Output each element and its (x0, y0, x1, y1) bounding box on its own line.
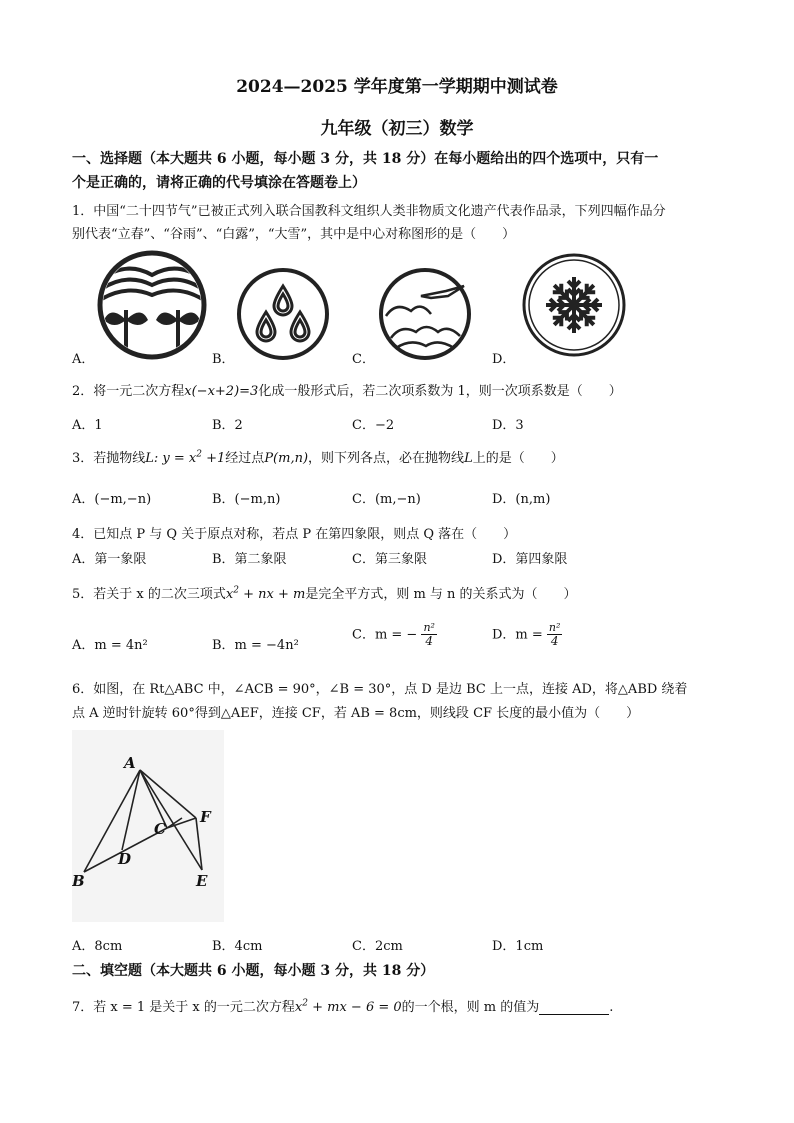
solar-term-daxue-image (518, 250, 630, 360)
q2-text: 2．将一元二次方程x(−x+2)=3化成一般形式后，若二次项系数为 1，则一次项系数是（ ） (72, 384, 622, 399)
section1-line1: 一、选择题（本大题共 6 小题，每小题 3 分，共 18 分）在每小题给出的四个选项中，只有一 (72, 151, 659, 167)
page-title: 2024—2025 学年度第一学期期中测试卷 (236, 77, 558, 97)
q7-text: 7．若 x = 1 是关于 x 的一元二次方程$x^2$ + mx − 6 = 0的一个根，则 m 的值为 . (72, 998, 614, 1015)
q2-equation: x(−x+2)=3 (184, 384, 259, 399)
q3-text: 3．若抛物线L: $y = x^2 +1$经过点P(m,n)，则下列各点，必在抛物线L上的是（ ） (72, 449, 564, 466)
solar-term-bailu-image (376, 266, 474, 362)
section1-line2: 个是正确的，请将正确的代号填涂在答题卷上） (72, 175, 366, 191)
q5-option-a[interactable]: A．m = 4n² (72, 638, 148, 653)
q6-option-d[interactable]: D．1cm (492, 939, 544, 954)
label-f: F (200, 808, 211, 826)
q5-equation: $x^2$ + nx + m (225, 585, 306, 602)
q6-option-c[interactable]: C．2cm (352, 939, 403, 954)
q5-option-d[interactable]: D．m = $\frac{\text{n²}}{4}$ (492, 621, 561, 649)
q2-option-b[interactable]: B．2 (212, 418, 243, 433)
label-c: C (154, 820, 166, 838)
q5-option-d-fraction: $\frac{\text{n²}}{4}$ (548, 621, 561, 649)
q3-option-d[interactable]: D．(n,m) (492, 492, 551, 507)
q4-option-a[interactable]: A．第一象限 (72, 552, 147, 567)
q4-option-d[interactable]: D．第四象限 (492, 552, 568, 567)
solar-term-guyu-image (234, 266, 332, 362)
q6-line1: 6．如图，在 Rt△ABC 中，∠ACB = 90°，∠B = 30°，点 D 是边 BC 上一点，连接 AD，将△ABD 绕着 (72, 682, 688, 697)
q4-option-c[interactable]: C．第三象限 (352, 552, 427, 567)
q5-option-c-fraction: $\frac{\text{n²}}{4}$ (423, 621, 435, 649)
q1-option-d[interactable]: D． (492, 352, 516, 367)
q3-option-c[interactable]: C．(m,−n) (352, 492, 421, 507)
label-b: B (72, 872, 85, 890)
q4-option-b[interactable]: B．第二象限 (212, 552, 287, 567)
label-a: A (124, 754, 136, 772)
q1-line2: 别代表“立春”、“谷雨”、“白露”，“大雪”，其中是中心对称图形的是（ ） (72, 227, 516, 242)
q7-answer-blank[interactable] (539, 1002, 609, 1015)
q6-line2: 点 A 逆时针旋转 60°得到△AEF，连接 CF，若 AB = 8cm，则线段 CF 长度的最小值为（ ） (72, 706, 640, 721)
q3-equation: L: $y = x^2 +1$ (145, 449, 226, 466)
q1-option-c[interactable]: C． (352, 352, 375, 367)
q4-text: 4．已知点 P 与 Q 关于原点对称，若点 P 在第四象限，则点 Q 落在（ ） (72, 527, 517, 542)
q6-option-a[interactable]: A．8cm (72, 939, 123, 954)
q1-line1: 1．中国“二十四节气”已被正式列入联合国教科文组织人类非物质文化遗产代表作品录，下列四幅作品分 (72, 204, 666, 219)
solar-term-lichun-image (96, 250, 208, 360)
q6-option-b[interactable]: B．4cm (212, 939, 263, 954)
q1-option-a[interactable]: A． (72, 352, 95, 367)
q7-equation: $x^2$ + mx − 6 = 0 (294, 998, 402, 1015)
q5-text: 5．若关于 x 的二次三项式$x^2$ + nx + m是完全平方式，则 m 与 n 的关系式为（ ） (72, 585, 577, 602)
section2-heading: 二、填空题（本大题共 6 小题，每小题 3 分，共 18 分） (72, 963, 435, 979)
q2-option-a[interactable]: A．1 (72, 418, 103, 433)
q2-option-c[interactable]: C．−2 (352, 418, 395, 433)
label-e: E (196, 872, 208, 890)
q6-geometry-figure (72, 730, 224, 922)
q3-option-a[interactable]: A．(−m,−n) (72, 492, 152, 507)
q3-option-b[interactable]: B．(−m,n) (212, 492, 281, 507)
q5-option-b[interactable]: B．m = −4n² (212, 638, 299, 653)
label-d: D (118, 850, 132, 868)
q2-option-d[interactable]: D．3 (492, 418, 524, 433)
page-subtitle: 九年级（初三）数学 (320, 119, 474, 139)
q5-option-c[interactable]: C．m = − $\frac{\text{n²}}{4}$ (352, 621, 435, 649)
q1-option-b[interactable]: B． (212, 352, 235, 367)
